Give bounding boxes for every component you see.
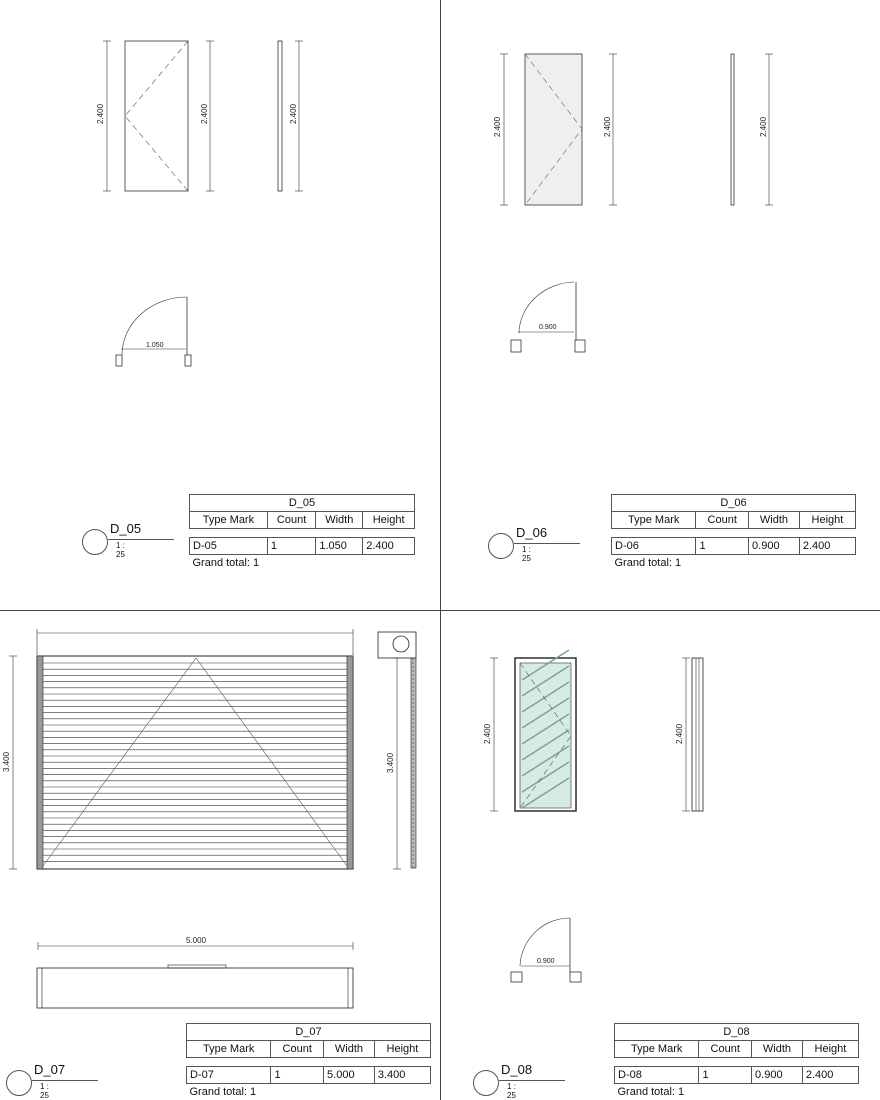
- cell-height: 2.400: [363, 538, 415, 555]
- cell-height: 2.400: [799, 538, 855, 555]
- d05-tag-scale: 1 : 25: [116, 541, 125, 559]
- d07-roller-box: [378, 632, 416, 658]
- d07-dim-w: 5.000: [186, 936, 207, 945]
- cell-type-mark: D-07: [187, 1067, 271, 1084]
- table-row: [615, 1067, 859, 1084]
- cell-height: 3.400: [374, 1067, 430, 1084]
- d05-dim-w: 1.050: [146, 342, 164, 349]
- d08-schedule: [614, 1023, 859, 1100]
- cell-count: 1: [271, 1067, 324, 1084]
- col-width: Width: [324, 1041, 375, 1058]
- cell-width: 1.050: [316, 538, 363, 555]
- col-type-mark: Type Mark: [187, 1041, 271, 1058]
- d06-dim-h3: 2.400: [759, 116, 768, 137]
- cell-width: 5.000: [324, 1067, 375, 1084]
- col-width: Width: [752, 1041, 803, 1058]
- cell-count: 1: [699, 1067, 752, 1084]
- d07-plan-outline: [37, 968, 353, 1008]
- d08-dim-h2: 2.400: [675, 723, 684, 744]
- grand-total: Grand total: 1: [189, 1086, 257, 1098]
- d05-plan-jamb-right: [185, 355, 191, 366]
- d07-tag-circle: [6, 1070, 32, 1096]
- schedule-title: D_08: [615, 1024, 859, 1041]
- schedule-title: D_06: [612, 495, 856, 512]
- d05-dim-h3: 2.400: [289, 103, 298, 124]
- d06-dim-h2: 2.400: [603, 116, 612, 137]
- d06-dim-h1: 2.400: [493, 116, 502, 137]
- d05-swing-indicator: [125, 41, 188, 191]
- d08-dim-w: 0.900: [537, 958, 555, 965]
- col-height: Height: [374, 1041, 430, 1058]
- d08-tag-scale: 1 : 25: [507, 1082, 516, 1100]
- table-row: [190, 538, 415, 555]
- grand-total: Grand total: 1: [614, 557, 682, 569]
- col-height: Height: [799, 512, 855, 529]
- d08-tag-name: D_08: [501, 1062, 533, 1077]
- d07-schedule: [186, 1023, 431, 1100]
- d07-dim-h1: 3.400: [2, 751, 11, 772]
- d06-plan-jamb-right: [575, 340, 585, 352]
- d08-dim-h1: 2.400: [483, 723, 492, 744]
- col-width: Width: [749, 512, 800, 529]
- d05-tag-name: D_05: [110, 521, 142, 536]
- cell-width: 0.900: [749, 538, 800, 555]
- schedule-title: D_07: [187, 1024, 431, 1041]
- d07-shutter-slats: [43, 663, 347, 861]
- d06-section-panel: [731, 54, 734, 205]
- col-type-mark: Type Mark: [612, 512, 696, 529]
- d08-section-panel: [692, 658, 703, 811]
- d06-tag-scale: 1 : 25: [522, 545, 531, 563]
- grand-total: Grand total: 1: [617, 1086, 685, 1098]
- d06-tag-circle: [488, 533, 514, 559]
- cell-type-mark: D-05: [190, 538, 268, 555]
- d05-elevation-panel: [125, 41, 188, 191]
- d08-tag-circle: [473, 1070, 499, 1096]
- col-width: Width: [316, 512, 363, 529]
- cell-count: 1: [696, 538, 749, 555]
- cell-type-mark: D-06: [612, 538, 696, 555]
- col-height: Height: [363, 512, 415, 529]
- d05-tag-circle: [82, 529, 108, 555]
- grand-total: Grand total: 1: [192, 557, 260, 569]
- d07-dim-h2: 3.400: [386, 752, 395, 773]
- table-row: [612, 538, 856, 555]
- d08-plan-jamb-right: [570, 972, 581, 982]
- d05-plan-jamb-left: [116, 355, 122, 366]
- d07-section-guide: [411, 658, 416, 868]
- col-count: Count: [699, 1041, 752, 1058]
- d06-schedule: [611, 494, 856, 571]
- d05-dim-h1: 2.400: [96, 103, 105, 124]
- table-row: [187, 1067, 431, 1084]
- d06-dim-w: 0.900: [539, 324, 557, 331]
- d07-tag-scale: 1 : 25: [40, 1082, 49, 1100]
- col-count: Count: [271, 1041, 324, 1058]
- col-height: Height: [802, 1041, 858, 1058]
- d06-elevation-panel: [525, 54, 582, 205]
- col-type-mark: Type Mark: [615, 1041, 699, 1058]
- cell-width: 0.900: [752, 1067, 803, 1084]
- d05-schedule: [189, 494, 415, 571]
- d07-tag-name: D_07: [34, 1062, 66, 1077]
- d06-tag-name: D_06: [516, 525, 548, 540]
- d05-section-panel: [278, 41, 282, 191]
- d06-plan-jamb-left: [511, 340, 521, 352]
- col-count: Count: [267, 512, 316, 529]
- col-count: Count: [696, 512, 749, 529]
- schedule-title: D_05: [190, 495, 415, 512]
- d08-plan-jamb-left: [511, 972, 522, 982]
- cell-type-mark: D-08: [615, 1067, 699, 1084]
- cell-count: 1: [267, 538, 316, 555]
- d05-dim-h2: 2.400: [200, 103, 209, 124]
- col-type-mark: Type Mark: [190, 512, 268, 529]
- cell-height: 2.400: [802, 1067, 858, 1084]
